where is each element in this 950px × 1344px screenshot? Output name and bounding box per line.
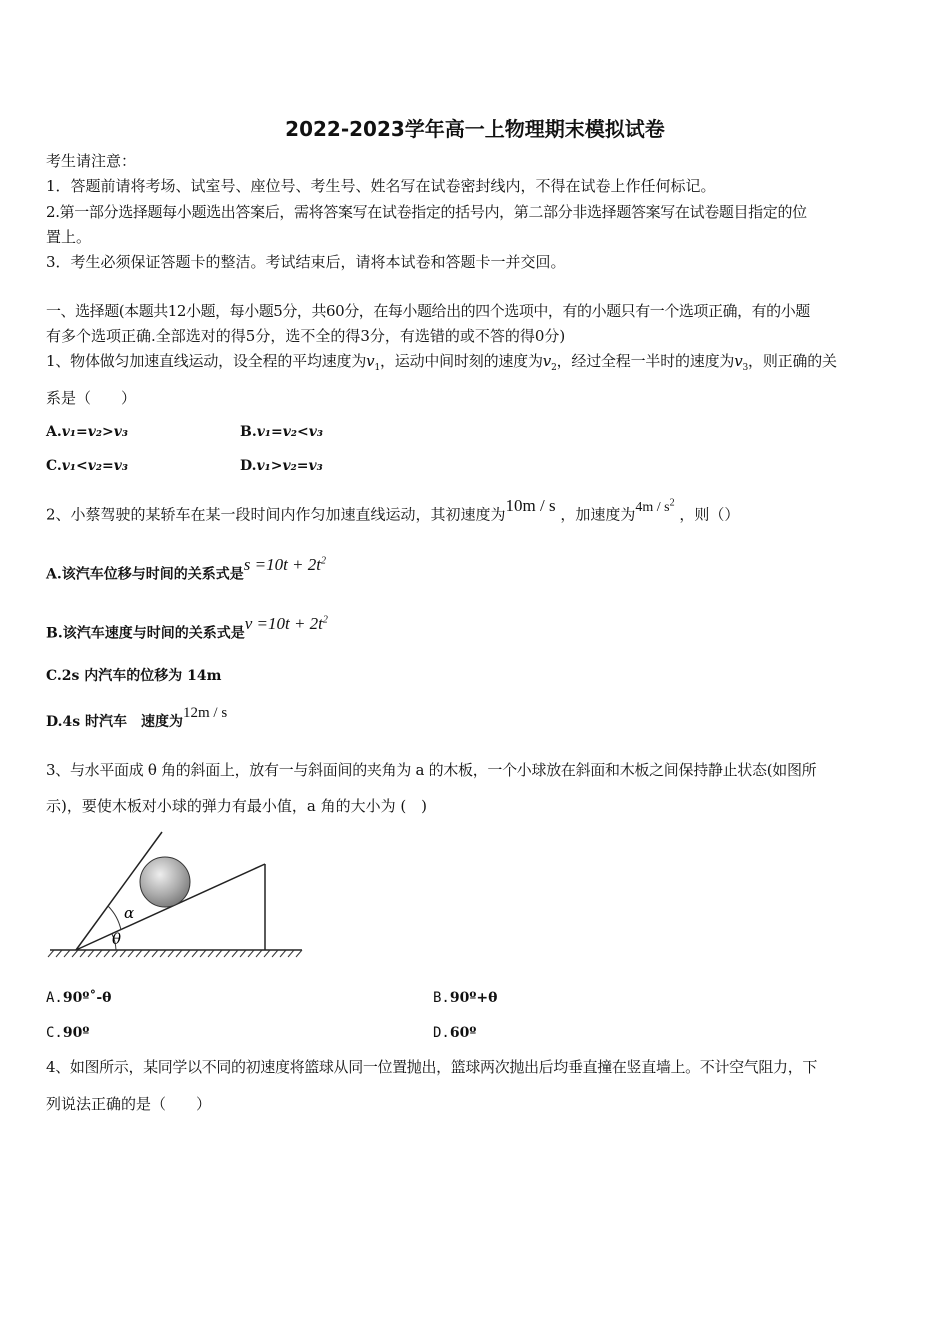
velocity-formula: $v =10t + 2t^2$ xyxy=(244,613,328,633)
notice-item-1: 1．答题前请将考场、试室号、座位号、考生号、姓名写在试卷密封线内，不得在试卷上作任何标记。 xyxy=(46,177,716,195)
q1-option-d: D.v₁>v₂=v₃ xyxy=(240,458,323,474)
q2-option-c: C.2s 内汽车的位移为 14m xyxy=(46,668,222,684)
ball xyxy=(140,857,190,907)
q1-stem-cont: 系是（ ） xyxy=(46,389,137,407)
q2-option-d: D.4s 时汽车 速度为12m / s xyxy=(46,705,228,730)
section-instructions-1: 一、选择题(本题共12小题，每小题5分，共60分，在每小题给出的四个选项中，有的小题只有一个选项正确，有的小题 xyxy=(46,302,810,320)
q1-stem: 1、物体做匀加速直线运动，设全程的平均速度为$v_1$，运动中间时刻的速度为$v_2$，经过全程一半时的速度为$v_3$，则正确的关 xyxy=(46,352,837,373)
notice-item-3: 3．考生必须保证答题卡的整洁。考试结束后，请将本试卷和答题卡一并交回。 xyxy=(46,253,566,271)
theta-label: θ xyxy=(112,930,122,948)
notice-item-2-cont: 置上。 xyxy=(46,228,92,246)
acceleration: $4m / s^2$ xyxy=(635,497,675,515)
alpha-label: α xyxy=(124,904,135,922)
speed-value: 12m / s xyxy=(183,705,228,721)
ground-hatching xyxy=(48,950,302,957)
q1-option-b: B.v₁=v₂<v₃ xyxy=(240,424,323,440)
q3-option-c: C.90º xyxy=(46,1025,90,1041)
q3-stem-cont: 示)，要使木板对小球的弹力有最小值，a 角的大小为 ( ) xyxy=(46,797,428,815)
incline-ball-figure xyxy=(46,826,306,970)
alpha-arc xyxy=(108,906,121,930)
q2-option-b: B.该汽车速度与时间的关系式是$v =10t + 2t^2$ xyxy=(46,613,328,642)
displacement-formula: $s =10t + 2t^2$ xyxy=(243,554,327,574)
q3-stem: 3、与水平面成 θ 角的斜面上，放有一与斜面间的夹角为 a 的木板，一个小球放在斜面和木板之间保持静止状态(如图所 xyxy=(46,761,817,779)
incline-diagram xyxy=(46,826,306,966)
initial-velocity: 10m / s xyxy=(505,495,556,515)
page-title: 2022-2023学年高一上物理期末模拟试卷 xyxy=(285,117,665,141)
q4-stem: 4、如图所示，某同学以不同的初速度将篮球从同一位置抛出，篮球两次抛出后均垂直撞在竖直墙上。不计空气阻力，下 xyxy=(46,1058,817,1076)
notice-item-2: 2.第一部分选择题每小题选出答案后，需将答案写在试卷指定的括号内，第二部分非选择题答案写在试卷题目指定的位 xyxy=(46,203,807,221)
q2-option-a: A.该汽车位移与时间的关系式是$s =10t + 2t^2$ xyxy=(46,554,327,583)
q4-stem-cont: 列说法正确的是（ ） xyxy=(46,1095,212,1113)
q1-option-a: A.v₁=v₂>v₃ xyxy=(46,424,129,440)
q1-option-c: C.v₁<v₂=v₃ xyxy=(46,458,129,474)
q3-option-b: B.90º+θ xyxy=(433,990,498,1006)
q3-option-d: D.60º xyxy=(433,1025,477,1041)
q3-option-a: A.90º˚-θ xyxy=(46,990,112,1006)
q2-stem: 2、小蔡驾驶的某轿车在某一段时间内作匀加速直线运动，其初速度为10m / s ，加速度为$4m / s^2$ ，则（） xyxy=(46,495,740,524)
section-instructions-2: 有多个选项正确.全部选对的得5分，选不全的得3分，有选错的或不答的得0分) xyxy=(46,327,566,345)
notice-heading: 考生请注意： xyxy=(46,152,137,170)
